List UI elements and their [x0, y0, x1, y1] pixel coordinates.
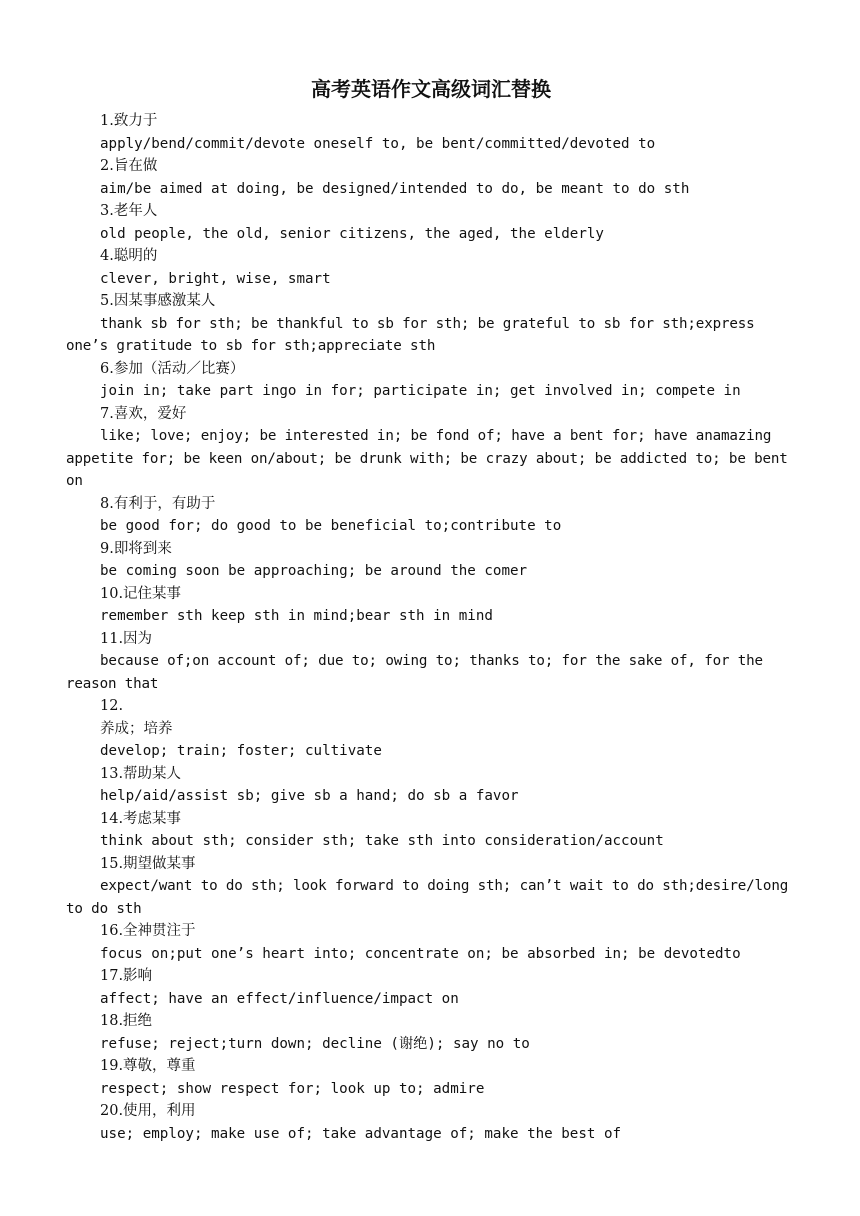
entry-heading: 9.即将到来 [100, 540, 172, 557]
entry-heading: 13.帮助某人 [100, 765, 182, 782]
entry-heading: 18.拒绝 [100, 1013, 153, 1029]
entry-heading: 14.考虑某事 [100, 810, 182, 827]
entry-text: remember sth keep sth in mind;bear sth in mind [100, 608, 493, 624]
entry-text: old people, the old, senior citizens, the aged, the elderly [100, 225, 604, 242]
entry-heading: 20.使用，利用 [100, 1103, 196, 1119]
entry-heading: 5.因某事感激某人 [100, 293, 216, 309]
entry-text: aim/be aimed at doing, be designed/intended to do, be meant to do sth [100, 180, 690, 197]
entry-text: thank sb for sth; be thankful to sb for sth; be grateful to sb for sth;express one’s gratitude to sb for sth;appreciate sth [66, 315, 755, 354]
entry-text: be coming soon be approaching; be around the comer [100, 563, 528, 579]
document-page [66, 74, 796, 1145]
entry-heading: 11.因为 [100, 630, 153, 647]
entry-heading: 7.喜欢，爱好 [100, 405, 187, 422]
entry-text: 养成；培养 [100, 720, 173, 737]
entry-heading: 2.旨在做 [100, 158, 158, 174]
entry-text: develop; train; foster; cultivate [100, 743, 382, 759]
entry-heading: 17.影响 [100, 968, 153, 984]
entry-list [66, 110, 796, 1145]
entry-heading: 16.全神贯注于 [100, 923, 196, 939]
entry-text: affect; have an effect/influence/impact on [100, 990, 459, 1007]
entry-text: refuse; reject;turn down; decline (谢绝); say no to [100, 1035, 530, 1052]
entry-text: clever, bright, wise, smart [100, 270, 331, 287]
entry-heading: 19.尊敬，尊重 [100, 1058, 196, 1074]
entry-heading: 3.老年人 [100, 203, 158, 219]
entry-text: be good for; do good to be beneficial to;contribute to [100, 518, 562, 534]
entry-text: respect; show respect for; look up to; admire [100, 1080, 485, 1097]
entry-text: expect/want to do sth; look forward to doing sth; can’t wait to do sth;desire/long to do sth [66, 878, 789, 917]
entry-text: join in; take part ingo in for; participate in; get involved in; compete in [100, 383, 741, 399]
entry-heading: 4.聪明的 [100, 248, 158, 264]
entry-heading: 15.期望做某事 [100, 855, 196, 872]
entry-heading: 10.记住某事 [100, 585, 182, 602]
entry-text: help/aid/assist sb; give sb a hand; do sb a favor [100, 788, 519, 804]
entry-heading: 1.致力于 [100, 113, 158, 129]
entry-text: use; employ; make use of; take advantage of; make the best of [100, 1125, 622, 1142]
entry-text: think about sth; consider sth; take sth into consideration/account [100, 833, 664, 849]
entry-heading: 12. [100, 698, 124, 714]
entry-text: focus on;put one’s heart into; concentrate on; be absorbed in; be devotedto [100, 945, 741, 962]
entry-text: apply/bend/commit/devote oneself to, be bent/committed/devoted to [100, 135, 656, 152]
document-title: 高考英语作文高级词汇替换 [311, 77, 551, 101]
entry-text: because of;on account of; due to; owing to; thanks to; for the sake of, for the reason that [66, 653, 763, 692]
entry-text: like; love; enjoy; be interested in; be fond of; have a bent for; have anamazing appetite for; be keen on/about; be drunk with; be crazy about; be addicted to; be bent on [66, 428, 788, 489]
entry-heading: 8.有利于，有助于 [100, 495, 216, 512]
entry-heading: 6.参加（活动／比赛） [100, 360, 245, 377]
